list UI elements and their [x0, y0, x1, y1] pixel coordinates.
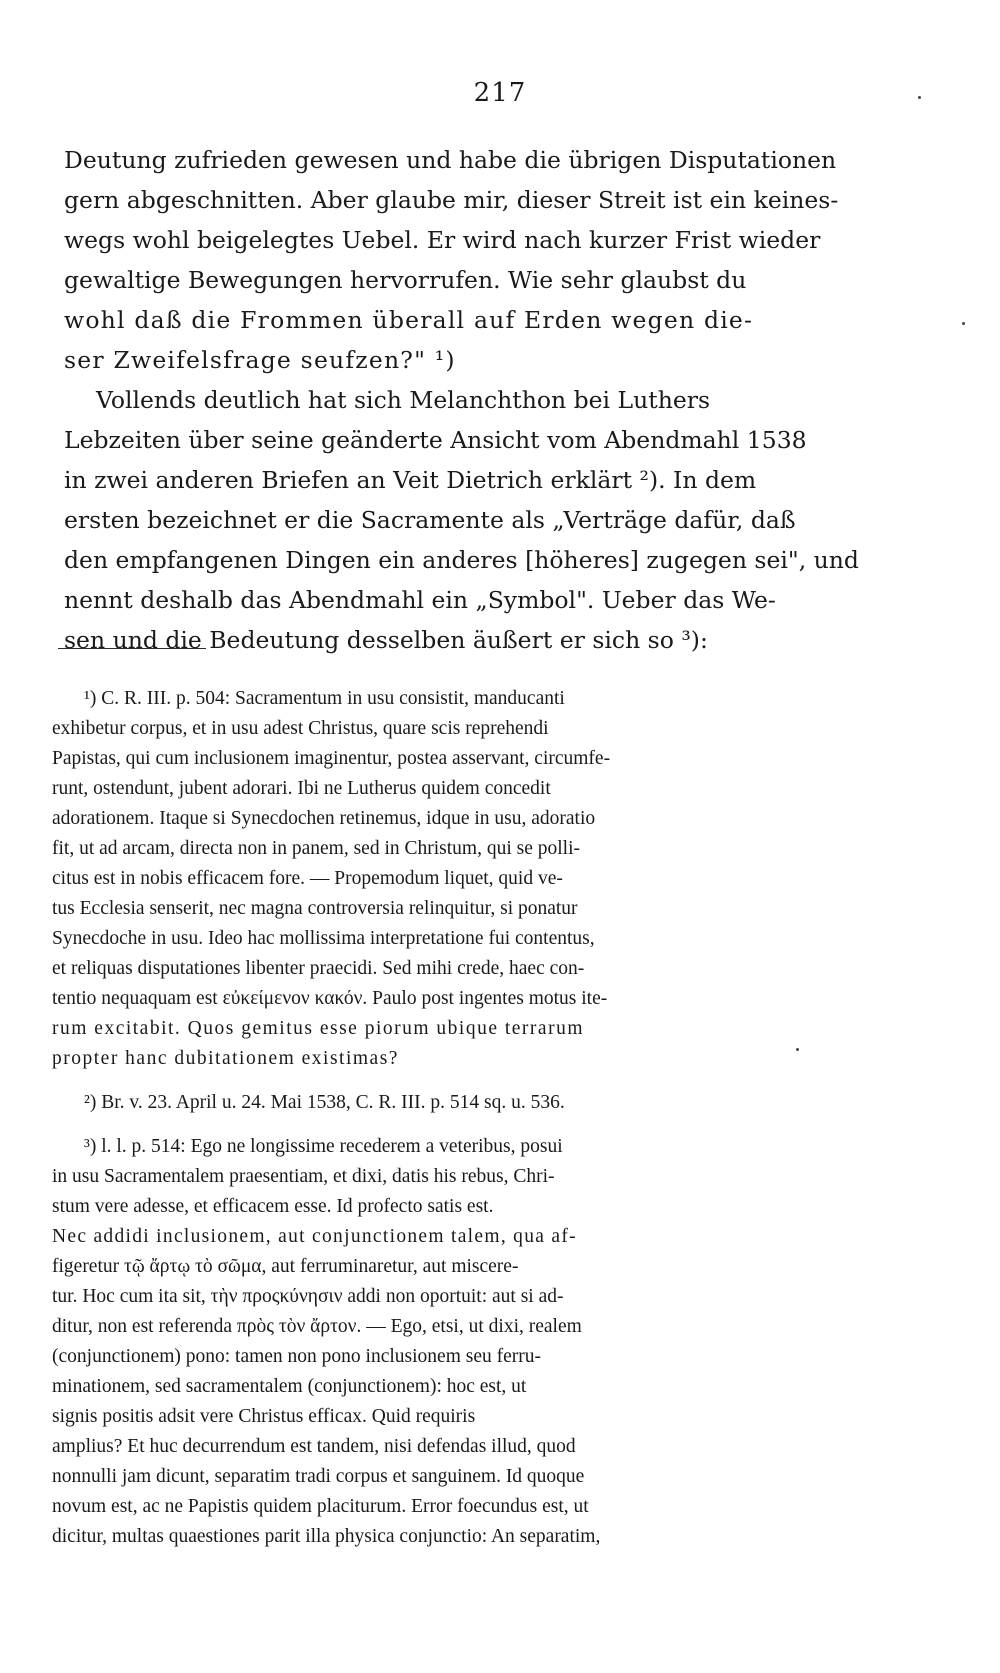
text-line: Lebzeiten über seine geänderte Ansicht vom Abendmahl 1538: [64, 426, 807, 454]
footnote-separator: [58, 648, 206, 649]
footnote-line: (conjunctionem) pono: tamen non pono inclusionem seu ferru-: [52, 1346, 542, 1367]
text-line: ser Zweifelsfrage seufzen?" ¹): [64, 346, 456, 374]
text-line: wegs wohl beigelegtes Uebel. Er wird nach kurzer Frist wieder: [64, 226, 821, 254]
footnote-line: propter hanc dubitationem existimas?: [52, 1048, 399, 1069]
footnotes-block: [52, 684, 892, 1552]
text-line: in zwei anderen Briefen an Veit Dietrich erklärt ²). In dem: [64, 466, 757, 494]
footnote-line: tus Ecclesia senserit, nec magna controversia relinquitur, si ponatur: [52, 898, 578, 919]
footnote-line: tur. Hoc cum ita sit, τὴν προςκύνησιν addi non oportuit: aut si ad-: [52, 1286, 564, 1307]
footnote-line: novum est, ac ne Papistis quidem placiturum. Error foecundus est, ut: [52, 1496, 589, 1517]
footnote-line: tentio nequaquam est εὐκείμενον κακόν. Paulo post ingentes motus ite-: [52, 988, 608, 1009]
footnote-2: [52, 1088, 892, 1118]
footnote-line: exhibetur corpus, et in usu adest Christus, quare scis reprehendi: [52, 718, 549, 739]
text-line: gern abgeschnitten. Aber glaube mir, dieser Streit ist ein keines-: [64, 186, 839, 214]
footnote-1: [52, 684, 892, 1074]
footnote-line: adorationem. Itaque si Synecdochen retinemus, idque in usu, adoratio: [52, 808, 596, 829]
footnote-line: nonnulli jam dicunt, separatim tradi corpus et sanguinem. Id quoque: [52, 1466, 585, 1487]
text-line: wohl daß die Frommen überall auf Erden wegen die-: [64, 306, 754, 334]
text-line: Vollends deutlich hat sich Melanchthon bei Luthers: [96, 386, 711, 414]
text-line: den empfangenen Dingen ein anderes [höheres] zugegen sei", und: [64, 546, 859, 574]
print-speck: [918, 96, 921, 99]
text-line: gewaltige Bewegungen hervorrufen. Wie sehr glaubst du: [64, 266, 747, 294]
footnote-line: citus est in nobis efficacem fore. — Propemodum liquet, quid ve-: [52, 868, 563, 889]
footnote-3: [52, 1132, 892, 1552]
footnote-line: figeretur τῷ ἄρτῳ τὸ σῶμα, aut ferruminaretur, aut miscere-: [52, 1256, 519, 1277]
footnote-line: dicitur, multas quaestiones parit illa physica conjunctio: An separatim,: [52, 1526, 601, 1547]
footnote-line: ditur, non est referenda πρὸς τὸν ἄρτον. — Ego, etsi, ut dixi, realem: [52, 1316, 582, 1337]
main-text-block: [64, 140, 894, 660]
text-line: nennt deshalb das Abendmahl ein „Symbol". Ueber das We-: [64, 586, 776, 614]
footnote-line: signis positis adsit vere Christus efficax. Quid requiris: [52, 1406, 476, 1427]
footnote-line: ¹) C. R. III. p. 504: Sacramentum in usu consistit, manducanti: [84, 688, 565, 709]
footnote-line: ²) Br. v. 23. April u. 24. Mai 1538, C. R. III. p. 514 sq. u. 536.: [84, 1092, 565, 1113]
footnote-line: rum excitabit. Quos gemitus esse piorum ubique terrarum: [52, 1018, 584, 1039]
footnote-line: fit, ut ad arcam, directa non in panem, sed in Christum, qui se polli-: [52, 838, 581, 859]
footnote-line: amplius? Et huc decurrendum est tandem, nisi defendas illud, quod: [52, 1436, 576, 1457]
footnote-line: in usu Sacramentalem praesentiam, et dixi, datis his rebus, Chri-: [52, 1166, 555, 1187]
text-line: sen und die Bedeutung desselben äußert er sich so ³):: [64, 626, 708, 654]
footnote-line: et reliquas disputationes libenter praecidi. Sed mihi crede, haec con-: [52, 958, 585, 979]
print-speck: [796, 1048, 799, 1051]
footnote-line: stum vere adesse, et efficacem esse. Id profecto satis est.: [52, 1196, 494, 1217]
footnote-line: Nec addidi inclusionem, aut conjunctionem talem, qua af-: [52, 1226, 577, 1247]
footnote-line: minationem, sed sacramentalem (conjunctionem): hoc est, ut: [52, 1376, 527, 1397]
text-line: ersten bezeichnet er die Sacramente als „Verträge dafür, daß: [64, 506, 796, 534]
page-number: 217: [473, 78, 527, 108]
text-line: Deutung zufrieden gewesen und habe die übrigen Disputationen: [64, 146, 837, 174]
footnote-line: Synecdoche in usu. Ideo hac mollissima interpretatione fui contentus,: [52, 928, 595, 949]
footnote-line: runt, ostendunt, jubent adorari. Ibi ne Lutherus quidem concedit: [52, 778, 551, 799]
footnote-line: ³) l. l. p. 514: Ego ne longissime recederem a veteribus, posui: [84, 1136, 563, 1157]
footnote-line: Papistas, qui cum inclusionem imaginentur, postea asservant, circumfe-: [52, 748, 611, 769]
print-speck: [962, 322, 965, 325]
